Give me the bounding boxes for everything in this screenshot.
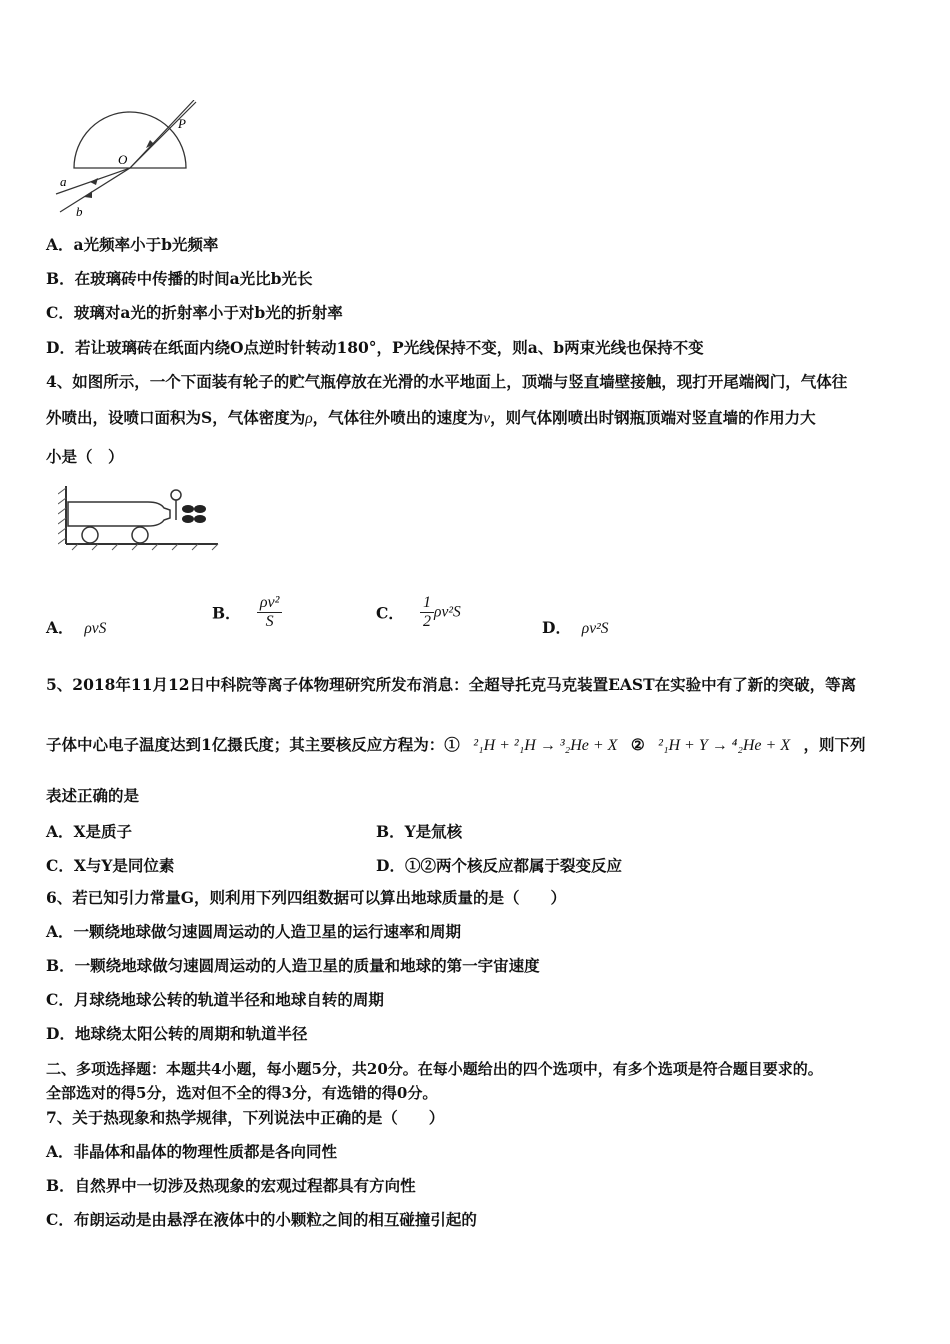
label-b: b bbox=[76, 204, 83, 219]
q4-option-d: D． ρv²S bbox=[542, 618, 609, 637]
refraction-figure bbox=[50, 100, 210, 250]
q4-option-a: A． ρvS bbox=[46, 618, 107, 637]
q4-option-b: B． $\frac{\text{ρv²}}{S}$ bbox=[212, 594, 282, 631]
q6-option-a: A．一颗绕地球做匀速圆周运动的人造卫星的运行速率和周期 bbox=[46, 922, 462, 941]
q3-option-a: A．a光频率小于b光频率 bbox=[46, 235, 219, 254]
q7-option-c: C．布朗运动是由悬浮在液体中的小颗粒之间的相互碰撞引起的 bbox=[46, 1210, 477, 1229]
label-p: P bbox=[178, 116, 186, 131]
q3-option-d: D．若让玻璃砖在纸面内绕O点逆时针转动180°，P光线保持不变，则a、b两束光线也保持不变 bbox=[46, 338, 704, 357]
q6-option-b: B．一颗绕地球做匀速圆周运动的人造卫星的质量和地球的第一宇宙速度 bbox=[46, 956, 540, 975]
label-o: O bbox=[118, 152, 128, 167]
q4-stem-line1: 4、如图所示，一个下面装有轮子的贮气瓶停放在光滑的水平地面上，顶端与竖直墙壁接触，现打开尾端阀门，气体往 bbox=[46, 372, 848, 391]
q4-option-c: C． $\frac{1}{2}$ ρv²S bbox=[376, 594, 461, 630]
reaction-eq-2: ²₁H + Y → ⁴₂He + X bbox=[658, 737, 791, 754]
q4-stem-line3: 小是（ ） bbox=[46, 447, 124, 466]
q7-option-b: B．自然界中一切涉及热现象的宏观过程都具有方向性 bbox=[46, 1176, 416, 1195]
gas-cylinder-figure bbox=[58, 484, 228, 554]
q6-option-c: C．月球绕地球公转的轨道半径和地球自转的周期 bbox=[46, 990, 384, 1009]
q5-stem-line3: 表述正确的是 bbox=[46, 786, 140, 805]
q7-option-a: A．非晶体和晶体的物理性质都是各向同性 bbox=[46, 1142, 338, 1161]
q6-option-d: D．地球绕太阳公转的周期和轨道半径 bbox=[46, 1024, 308, 1043]
q5-option-c: C．X与Y是同位素 bbox=[46, 856, 175, 875]
q7-stem: 7、关于热现象和热学规律，下列说法中正确的是（ ） bbox=[46, 1108, 445, 1127]
q5-stem-line2: 子体中心电子温度达到1亿摄氏度；其主要核反应方程为：① ²₁H + ²₁H → ³₂He + X ② ²₁H + Y → ⁴₂He + X ，则下列 bbox=[46, 735, 866, 754]
q5-option-b: B．Y是氚核 bbox=[376, 822, 463, 841]
ray-b bbox=[60, 168, 130, 212]
section2-heading-line2: 全部选对的得5分，选对但不全的得3分，有选错的得0分。 bbox=[46, 1084, 438, 1102]
q4-stem-line2: 外喷出，设喷口面积为S，气体密度为ρ，气体往外喷出的速度为v，则气体刚喷出时钢瓶顶端对竖直墙的作用力大 bbox=[46, 408, 816, 427]
q5-option-d: D．①②两个核反应都属于裂变反应 bbox=[376, 856, 622, 875]
q5-stem-line1: 5、2018年11月12日中科院等离子体物理研究所发布消息：全超导托克马克装置EAST在实验中有了新的突破，等离 bbox=[46, 675, 857, 694]
q6-stem: 6、若已知引力常量G，则利用下列四组数据可以算出地球质量的是（ ） bbox=[46, 888, 567, 907]
label-a: a bbox=[60, 174, 67, 189]
q3-option-b: B．在玻璃砖中传播的时间a光比b光长 bbox=[46, 269, 313, 288]
reaction-eq-1: ²₁H + ²₁H → ³₂He + X bbox=[473, 737, 618, 754]
q3-option-c: C．玻璃对a光的折射率小于对b光的折射率 bbox=[46, 303, 343, 322]
q5-option-a: A．X是质子 bbox=[46, 822, 133, 841]
section2-heading-line1: 二、多项选择题：本题共4小题，每小题5分，共20分。在每小题给出的四个选项中，有多个选项是符合题目要求的。 bbox=[46, 1060, 823, 1078]
